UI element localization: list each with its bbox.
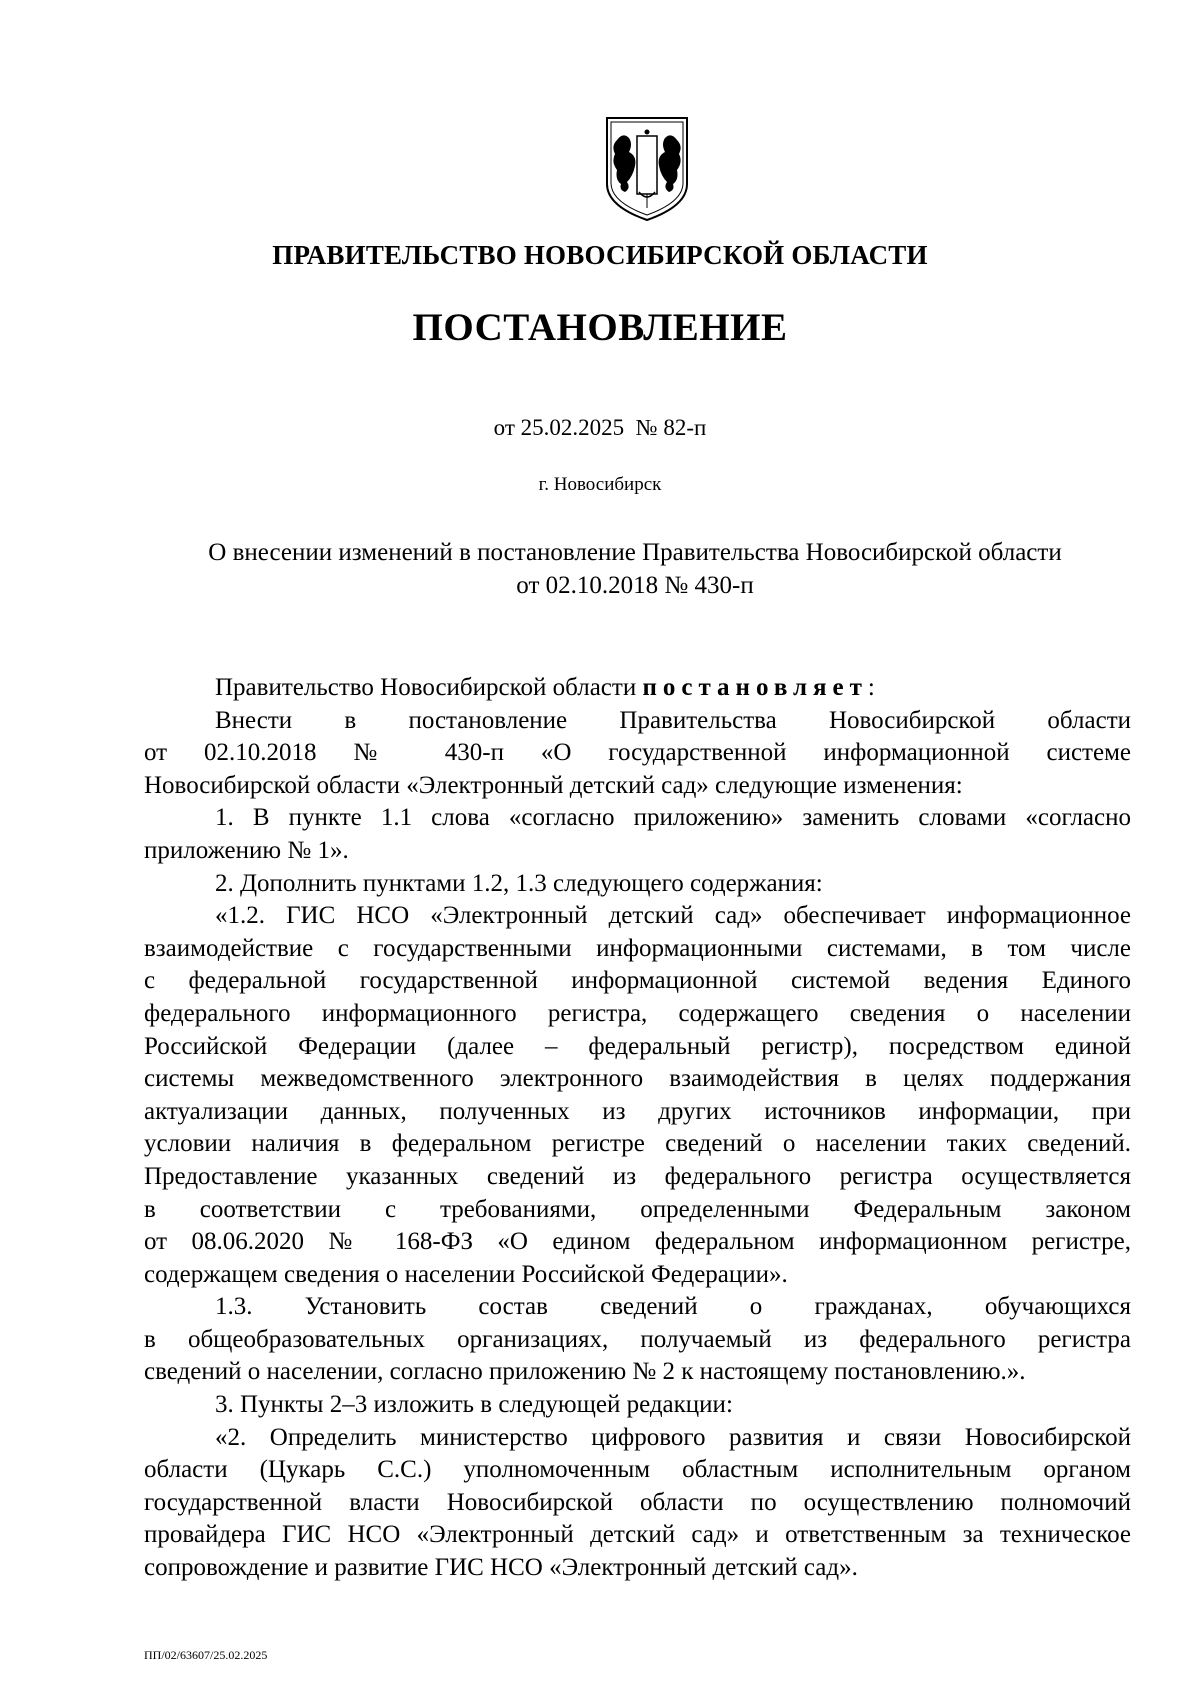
body-line: провайдера ГИС НСО «Электронный детский сад» и ответственным за техническое [144,1521,1131,1549]
body-line: Предоставление указанных сведений из федерального регистра осуществляется [144,1162,1131,1190]
body-line: от 02.10.2018 № 430-п «О государственной информационной системе [144,739,1131,767]
body-line: актуализации данных, полученных из других источников информации, при [144,1097,1131,1125]
body-line: взаимодействие с государственными информационными системами, в том числе [144,934,1131,962]
body-line: Новосибирской области «Электронный детский сад» следующие изменения: [144,771,963,799]
document-subject [140,536,1130,602]
body-line: «2. Определить министерство цифрового развития и связи Новосибирской [215,1423,1131,1451]
date-and-number: от 25.02.2025 № 82-п [493,415,707,440]
body-line: Внести в постановление Правительства Новосибирской области [215,706,1131,734]
decree-verb: постановляет [642,674,868,701]
body-line: «1.2. ГИС НСО «Электронный детский сад» обеспечивает информационное [215,902,1131,930]
body-line: содержащем сведения о населении Российской Федерации». [144,1260,788,1288]
body-line: Российской Федерации (далее – федеральный регистр), посредством единой [144,1032,1131,1060]
body-line: в общеобразовательных организациях, получаемый из федерального регистра [144,1325,1131,1353]
body-line: условии наличия в федеральном регистре сведений о населении таких сведений. [144,1130,1131,1158]
body-line: 2. Дополнить пунктами 1.2, 1.3 следующего содержания: [215,869,823,897]
body-line: 1. В пункте 1.1 слова «согласно приложению» заменить словами «согласно [215,804,1131,832]
subject-line: от 02.10.2018 № 430-п [516,572,754,599]
body-line: федерального информационного регистра, содержащего сведения о населении [144,999,1131,1027]
body-line: приложению № 1». [144,836,349,864]
government-title: ПРАВИТЕЛЬСТВО НОВОСИБИРСКОЙ ОБЛАСТИ [272,240,928,270]
decree-suffix: : [867,674,875,701]
body-line: сопровождение и развитие ГИС НСО «Электронный детский сад». [144,1554,858,1582]
body-line: от 08.06.2020 № 168-ФЗ «О едином федеральном информационном регистре, [144,1228,1131,1256]
document-code: ПП/02/63607/25.02.2025 [144,1648,268,1662]
body-line: в соответствии с требованиями, определенными Федеральным законом [144,1195,1131,1223]
body-line: области (Цукарь С.С.) уполномоченным областным исполнительным органом [144,1456,1131,1484]
city-name: г. Новосибирск [538,474,662,495]
decree-clause [144,672,1131,705]
body-line: с федеральной государственной информационной системой ведения Единого [144,967,1131,995]
coat-of-arms-emblem [603,114,691,222]
document-type: ПОСТАНОВЛЕНИЕ [412,306,788,349]
decree-prefix: Правительство Новосибирской области [215,674,643,701]
body-line: сведений о населении, согласно приложению № 2 к настоящему постановлению.». [144,1358,1026,1386]
body-line: 1.3. Установить состав сведений о гражданах, обучающихся [215,1293,1131,1321]
document-body [144,672,1131,1585]
body-line: государственной власти Новосибирской области по осуществлению полномочий [144,1488,1131,1516]
subject-line: О внесении изменений в постановление Правительства Новосибирской области [208,539,1062,566]
body-line: системы межведомственного электронного взаимодействия в целях поддержания [144,1065,1131,1093]
body-line: 3. Пункты 2–3 изложить в следующей редакции: [215,1391,733,1419]
